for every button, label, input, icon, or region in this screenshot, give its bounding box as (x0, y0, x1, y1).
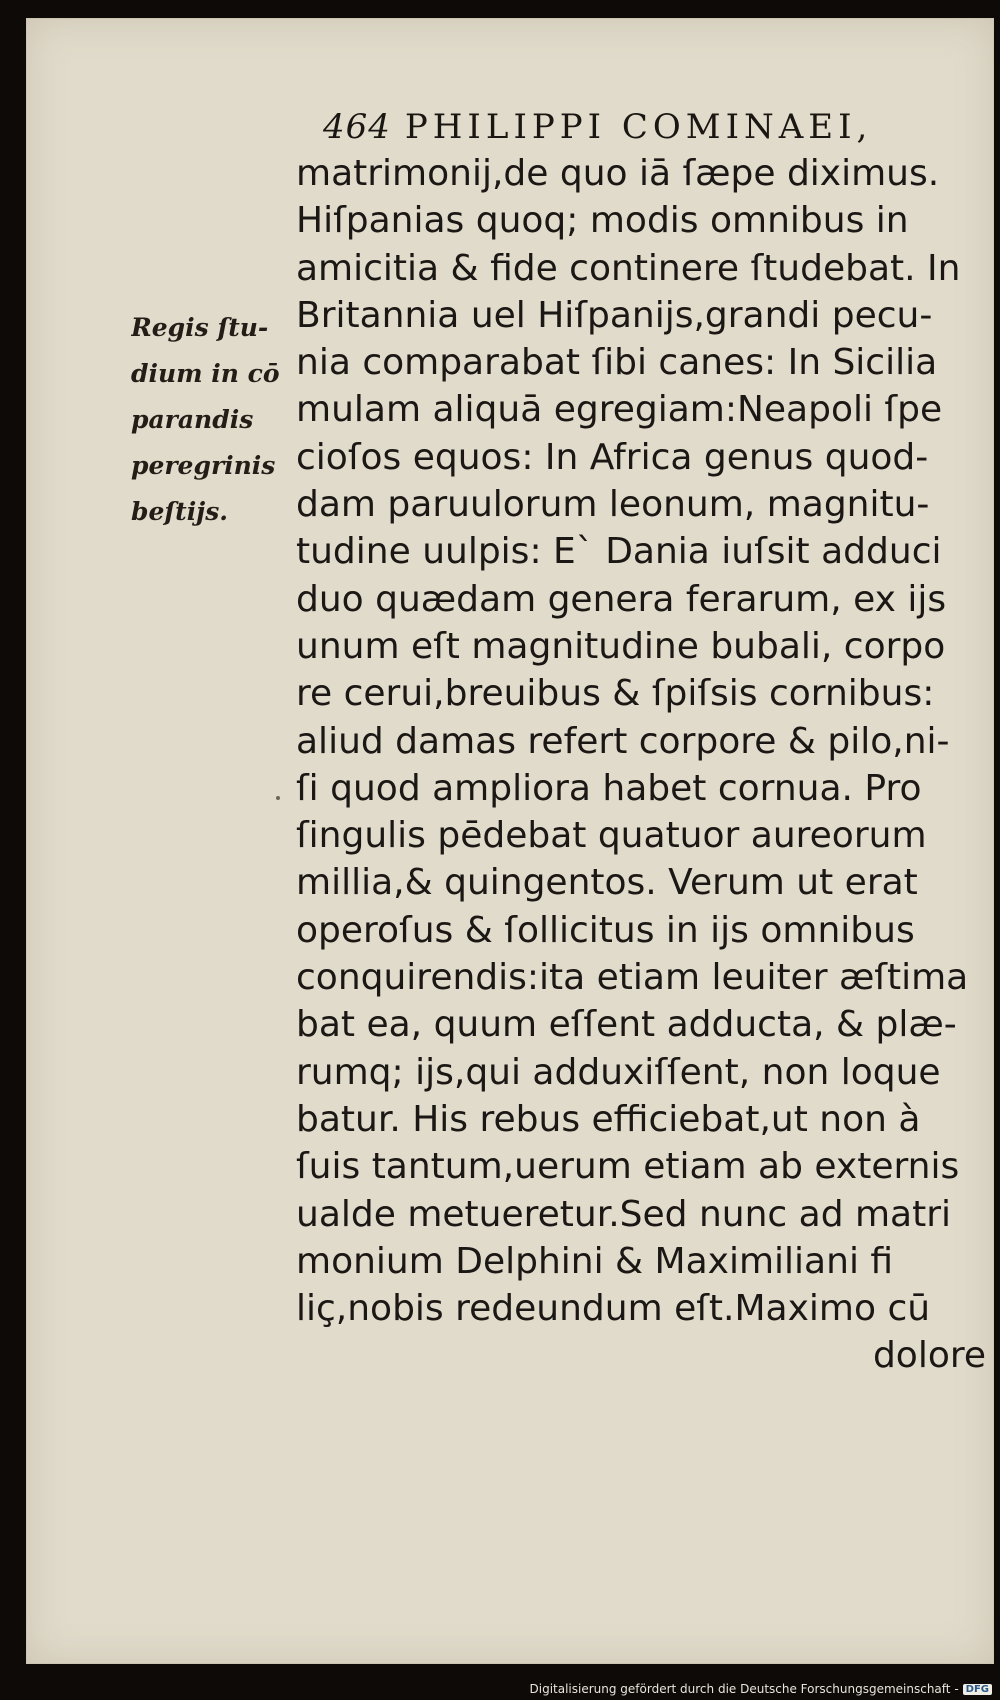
text-line: Hiſpanias quoq; modis omnibus in (296, 200, 909, 242)
text-line: dam paruulorum leonum, magnitu- (296, 484, 930, 526)
text-line: millia,& quingentos. Verum ut erat (296, 862, 918, 904)
page-header (323, 107, 872, 147)
running-title: PHILIPPI COMINAEI, (404, 107, 873, 147)
footer-text: Digitalisierung gefördert durch die Deutsche Forschungsgemeinschaft - (529, 1682, 959, 1696)
text-line: amicitia & fide continere ſtudebat. In (296, 247, 961, 289)
page-number: 464 (323, 107, 391, 147)
text-line: nia comparabat ſibi canes: In Sicilia (296, 342, 938, 384)
text-line: aliud damas refert corpore & pilo,ni- (296, 720, 950, 762)
catchword: dolore (872, 1335, 986, 1377)
text-line: Britannia uel Hiſpanijs,grandi pecu- (296, 294, 933, 336)
margin-note-line: Regis ſtu- (131, 313, 269, 342)
margin-note-line: peregrinis (131, 451, 276, 480)
text-line: ualde metueretur.Sed nunc ad matri (296, 1193, 952, 1235)
text-line: unum eſt magnitudine bubali, corpo (296, 625, 946, 667)
text-line: duo quædam genera ferarum, ex ijs (296, 578, 947, 620)
text-line: ſi quod ampliora habet cornua. Pro (296, 767, 922, 809)
text-line: conquirendis:ita etiam leuiter æſtima (296, 957, 969, 999)
text-line: batur. His rebus efficiebat,ut non à (296, 1098, 921, 1140)
text-line: tudine uulpis: E` Dania iuſsit adduci (296, 531, 942, 573)
text-line: rumq; ijs,qui adduxiſſent, non loque (296, 1051, 941, 1093)
text-line: cioſos equos: In Africa genus quod- (296, 436, 929, 478)
margin-note-line: parandis (131, 405, 254, 434)
digitization-footer (530, 1682, 993, 1696)
text-line: liç,nobis redeundum eſt.Maximo cū (296, 1288, 931, 1330)
margin-note (131, 305, 291, 535)
text-line: re cerui,breuibus & ſpiſsis cornibus: (296, 673, 935, 715)
text-line: monium Delphini & Maximiliani fi (296, 1240, 894, 1282)
dfg-logo: DFG (963, 1684, 992, 1695)
text-line: matrimonij,de quo iā ſæpe diximus. (296, 153, 940, 194)
text-line: operoſus & ſollicitus in ijs omnibus (296, 909, 915, 951)
margin-note-line: dium in cō (131, 359, 280, 388)
ink-dot (276, 796, 280, 800)
text-line: ſingulis pēdebat quatuor aureorum (296, 815, 927, 857)
text-line: mulam aliquā egregiam:Neapoli ſpe (296, 389, 943, 431)
margin-note-line: beſtijs. (131, 497, 229, 526)
body-text (296, 150, 986, 1380)
text-line: bat ea, quum eſſent adducta, & plæ- (296, 1004, 957, 1046)
text-line: ſuis tantum,uerum etiam ab externis (296, 1146, 960, 1188)
